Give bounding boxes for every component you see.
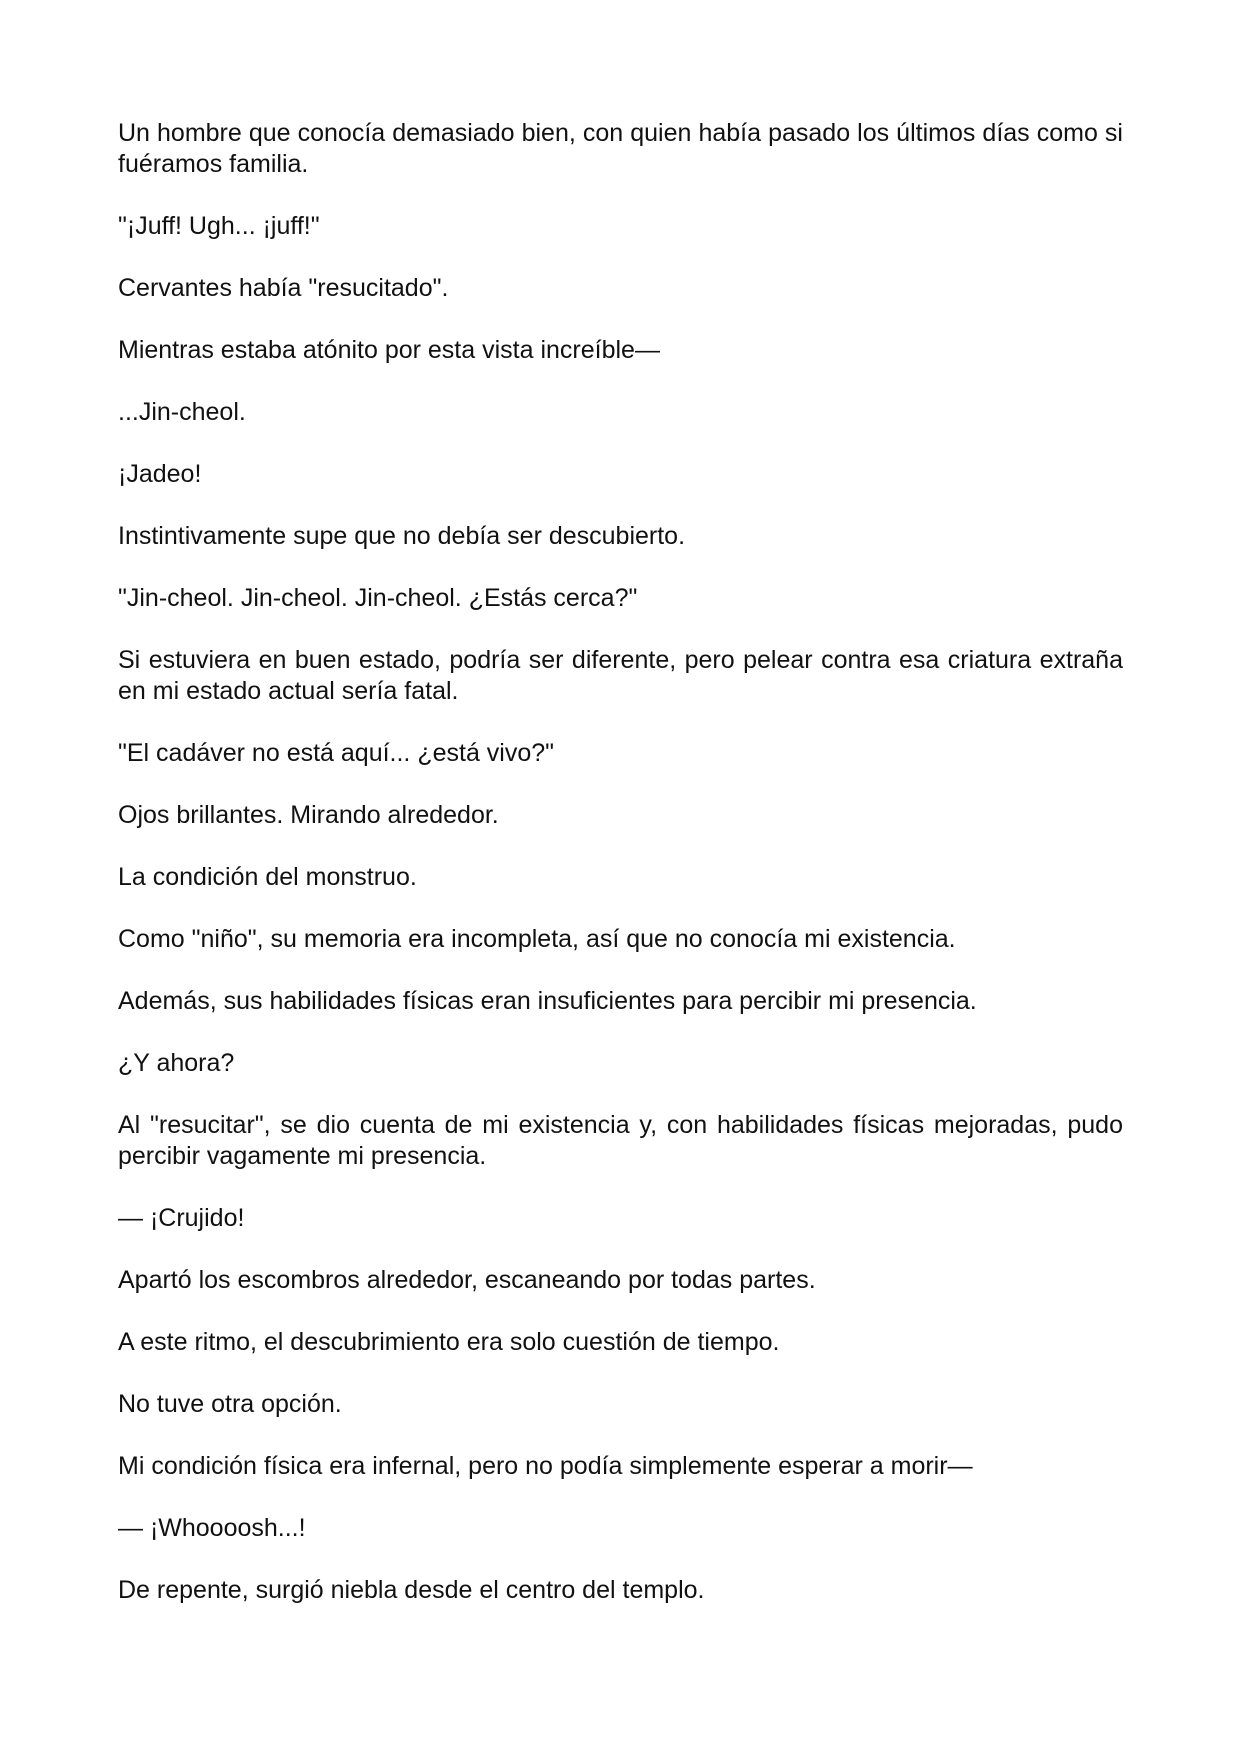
- paragraph: ¡Jadeo!: [118, 460, 202, 488]
- paragraph: A este ritmo, el descubrimiento era solo cuestión de tiempo.: [118, 1328, 780, 1356]
- paragraph: Un hombre que conocía demasiado bien, con quien había pasado los últimos días como si fuéramos familia.: [118, 119, 1123, 178]
- paragraph: "Jin-cheol. Jin-cheol. Jin-cheol. ¿Estás cerca?": [118, 584, 638, 612]
- paragraph: — ¡Crujido!: [118, 1204, 245, 1232]
- paragraph: Mi condición física era infernal, pero no podía simplemente esperar a morir—: [118, 1452, 973, 1480]
- paragraph: Cervantes había "resucitado".: [118, 274, 449, 302]
- paragraph: Ojos brillantes. Mirando alrededor.: [118, 801, 499, 829]
- paragraph: "El cadáver no está aquí... ¿está vivo?": [118, 739, 555, 767]
- paragraph: De repente, surgió niebla desde el centro del templo.: [118, 1576, 705, 1604]
- paragraph: Si estuviera en buen estado, podría ser diferente, pero pelear contra esa criatura extraña en mi estado actual sería fatal.: [118, 646, 1123, 705]
- paragraph: Al "resucitar", se dio cuenta de mi existencia y, con habilidades físicas mejoradas, pudo percibir vagamente mi presencia.: [118, 1111, 1123, 1170]
- paragraph: No tuve otra opción.: [118, 1390, 342, 1418]
- paragraph: Apartó los escombros alrededor, escaneando por todas partes.: [118, 1266, 816, 1294]
- document-body: [118, 118, 1123, 1637]
- paragraph: — ¡Whoooosh...!: [118, 1514, 306, 1542]
- paragraph: Instintivamente supe que no debía ser descubierto.: [118, 522, 686, 550]
- paragraph: Como "niño", su memoria era incompleta, así que no conocía mi existencia.: [118, 925, 956, 953]
- paragraph: Además, sus habilidades físicas eran insuficientes para percibir mi presencia.: [118, 987, 977, 1015]
- paragraph: ¿Y ahora?: [118, 1049, 235, 1077]
- paragraph: "¡Juff! Ugh... ¡juff!": [118, 212, 320, 240]
- paragraph: La condición del monstruo.: [118, 863, 417, 891]
- paragraph: ...Jin-cheol.: [118, 398, 246, 426]
- paragraph: Mientras estaba atónito por esta vista increíble—: [118, 336, 660, 364]
